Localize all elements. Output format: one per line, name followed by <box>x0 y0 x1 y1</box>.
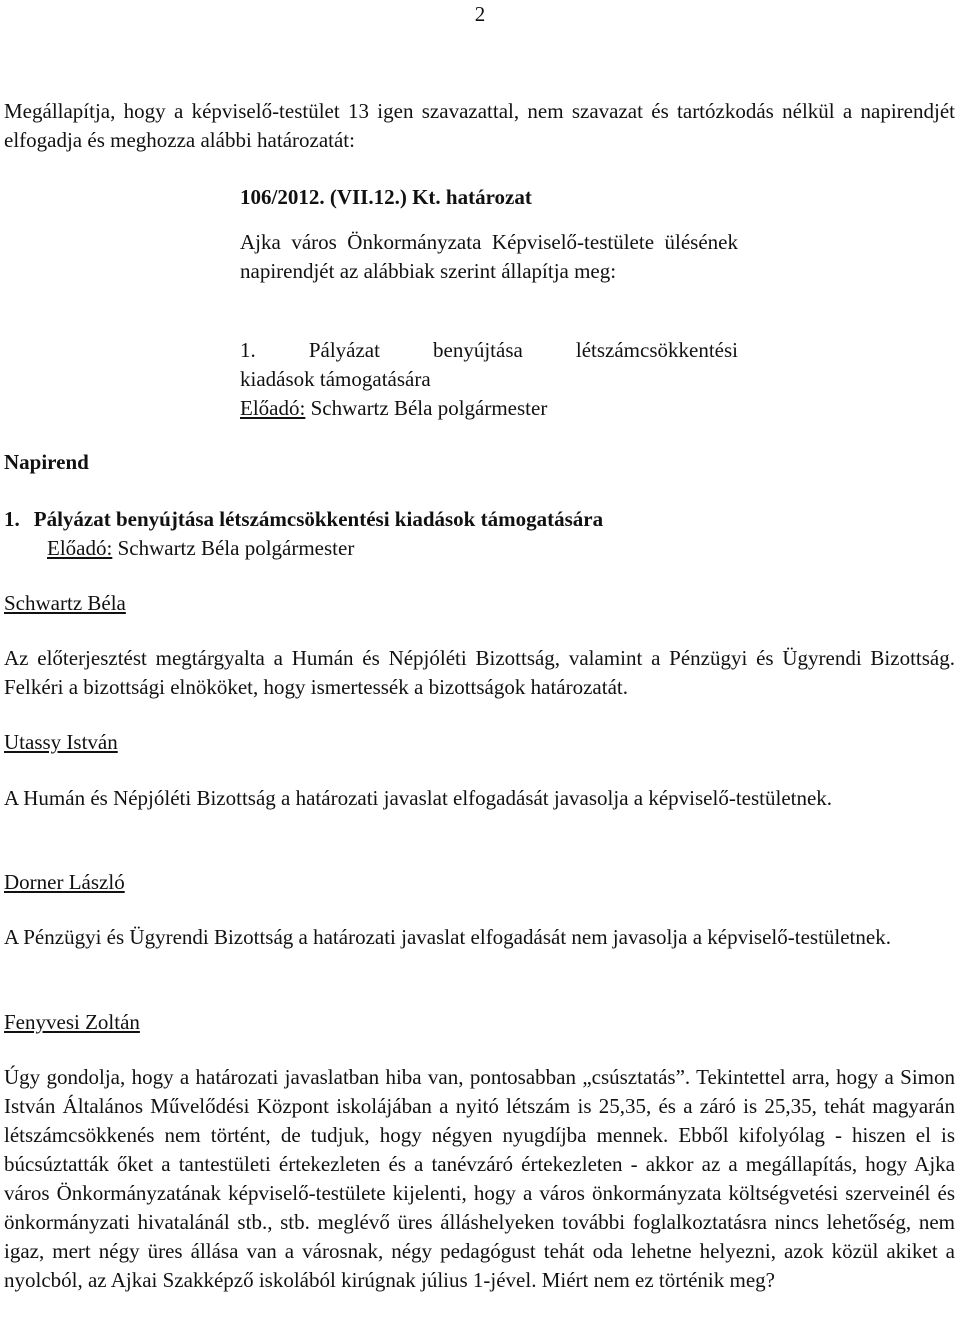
resolution-item-line1: 1. Pályázat benyújtása létszámcsökkentési <box>240 338 738 362</box>
resolution-title: 106/2012. (VII.12.) Kt. határozat <box>240 185 532 209</box>
resolution-presenter-line <box>240 394 738 423</box>
speaker-name: Fenyvesi Zoltán <box>4 1010 140 1034</box>
speech-text: A Humán és Népjóléti Bizottság a határozati javaslat elfogadását javasolja a képviselő-testületnek. <box>4 786 833 810</box>
agenda-presenter-label: Előadó: <box>47 536 113 560</box>
speech-text: Az előterjesztést megtárgyalta a Humán és Népjóléti Bizottság, valamint a Pénzügyi és Ügyrendi Bizottság. Felkéri a bizottsági elnököket, hogy ismertessék a bizottságok határozatát. <box>4 646 955 699</box>
agenda-presenter-name: Schwartz Béla polgármester <box>112 536 355 560</box>
intro-paragraph: Megállapítja, hogy a képviselő-testület 13 igen szavazattal, nem szavazat és tartózkodás nélkül a napirendjét elfogadja és meghozza alábbi határozatát: <box>4 99 955 152</box>
resolution-presenter-name: Schwartz Béla polgármester <box>305 396 548 420</box>
speaker-name: Schwartz Béla <box>4 591 126 615</box>
agenda-item-number: 1. <box>4 507 20 531</box>
agenda-item-title: Pályázat benyújtása létszámcsökkentési kiadások támogatására <box>33 507 604 531</box>
page-number: 2 <box>474 2 486 26</box>
agenda-presenter-line <box>47 534 354 563</box>
speaker-name: Utassy István <box>4 730 118 754</box>
speech-text: A Pénzügyi és Ügyrendi Bizottság a határozati javaslat elfogadását nem javasolja a képviselő-testületnek. <box>4 925 891 949</box>
speaker-name: Dorner László <box>4 870 125 894</box>
agenda-item-line <box>4 505 603 534</box>
agenda-heading: Napirend <box>4 450 89 474</box>
resolution-presenter-label: Előadó: <box>240 396 306 420</box>
resolution-item-line2: kiadások támogatására <box>240 367 431 391</box>
speech-text: Úgy gondolja, hogy a határozati javaslatban hiba van, pontosabban „csúsztatás”. Tekintettel arra, hogy a Simon István Általános Művelődési Központ iskolájában a nyitó létszám is 25,35, és a záró is 25,35, tehát magyarán létszámcsökkenés nem történt, de tudjuk, hogy négyen nyugdíjba mennek. Ebből kifolyólag - hiszen el is búcsúztatták őket a tantestületi értekezleten és a tanévzáró értekezleten - akkor az a megállapítás, hogy Ajka város Önkormányzatának képviselő-testülete kijelenti, hogy a város önkormányzata költségvetési szerveinél és önkormányzati hivatalánál stb., stb. meglévő üres álláshelyeken további foglalkoztatásra nincs lehetőség, nem igaz, mert négy üres állása van a városnak, négy pedagógust tehát oda lehetne helyezni, azok közül akiket a nyolcból, az Ajkai Szakképző iskolából kirúgnak július 1-jével. Miért nem ez történik meg? <box>4 1065 955 1292</box>
resolution-body: Ajka város Önkormányzata Képviselő-testülete ülésének napirendjét az alábbiak szerint állapítja meg: <box>240 230 738 283</box>
